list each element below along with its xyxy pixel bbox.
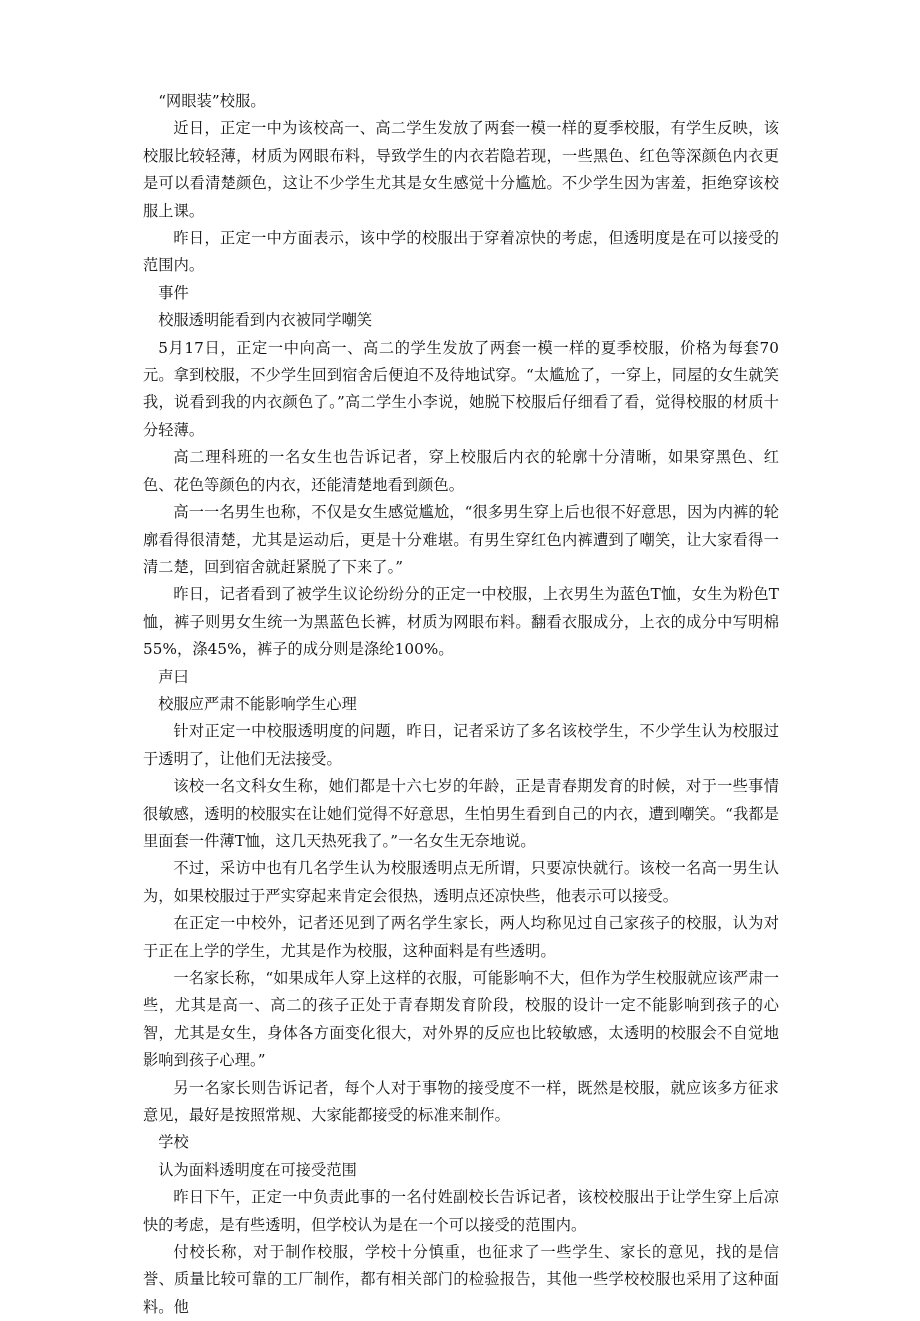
body-paragraph: 昨日，记者看到了被学生议论纷纷分的正定一中校服，上衣男生为蓝色T恤，女生为粉色T 恤，裤子则男女生统一为黑蓝色长裤，材质为网眼布料。翻看衣服成分，上衣的成分中写明棉55%，涤45%，裤子的成分则是涤纶100%。 [143, 585, 779, 659]
body-paragraph: 一名家长称，“如果成年人穿上这样的衣服，可能影响不大，但作为学生校服就应该严肃一些，尤其是高一、高二的孩子正处于青春期发育阶段，校服的设计一定不能影响到孩子的心智，尤其是女生，身体各方面变化很大，对外界的反应也比较敏感，太透明的校服会不自觉地影响到孩子心理。” [143, 969, 779, 1070]
body-paragraph: “网眼装”校服。 [158, 92, 266, 110]
body-paragraph: 该校一名文科女生称，她们都是十六七岁的年龄，正是青春期发育的时候，对于一些事情很敏感，透明的校服实在让她们觉得不好意思，生怕男生看到自己的内衣，遭到嘲笑。“我都是里面套一件薄T恤，这几天热死我了。”一名女生无奈地说。 [143, 777, 779, 850]
body-paragraph: 昨日下午，正定一中负责此事的一名付姓副校长告诉记者，该校校服出于让学生穿上后凉快的考虑，是有些透明，但学校认为是在一个可以接受的范围内。 [143, 1188, 779, 1234]
body-paragraph: 在正定一中校外，记者还见到了两名学生家长，两人均称见过自己家孩子的校服，认为对于正在上学的学生，尤其是作为校服，这种面料是有些透明。 [143, 914, 779, 960]
document-text-body [143, 88, 779, 1321]
section-label: 学校 [158, 1133, 189, 1152]
body-paragraph: 付校长称，对于制作校服，学校十分慎重，也征求了一些学生、家长的意见，找的是信誉、质量比较可靠的工厂制作，都有相关部门的检验报告，其他一些学校校服也采用了这种面料。他 [143, 1243, 779, 1316]
body-paragraph: 5月17日，正定一中向高一、高二的学生发放了两套一模一样的夏季校服，价格为每套70元。拿到校服，不少学生回到宿舍后便迫不及待地试穿。“太尴尬了，一穿上，同屋的女生就笑我，说看到我的内衣颜色了。”高二学生小李说，她脱下校服后仔细看了看，觉得校服的材质十分轻薄。 [143, 338, 779, 439]
section-label: 事件 [158, 283, 189, 302]
section-subheading: 校服应严肃不能影响学生心理 [158, 694, 357, 713]
body-paragraph: 高二理科班的一名女生也告诉记者，穿上校服后内衣的轮廓十分清晰，如果穿黑色、红色、花色等颜色的内衣，还能清楚地看到颜色。 [143, 448, 779, 494]
section-label: 声曰 [158, 667, 189, 686]
body-paragraph: 针对正定一中校服透明度的问题，昨日，记者采访了多名该校学生，不少学生认为校服过于透明了，让他们无法接受。 [143, 722, 779, 768]
body-paragraph: 近日，正定一中为该校高一、高二学生发放了两套一模一样的夏季校服，有学生反映，该校服比较轻薄，材质为网眼布料，导致学生的内衣若隐若现，一些黑色、红色等深颜色内衣更是可以看清楚颜色，这让不少学生尤其是女生感觉十分尴尬。不少学生因为害羞，拒绝穿该校服上课。 [143, 119, 779, 220]
section-subheading: 校服透明能看到内衣被同学嘲笑 [158, 311, 373, 330]
body-paragraph: 另一名家长则告诉记者，每个人对于事物的接受度不一样，既然是校服，就应该多方征求意见，最好是按照常规、大家能都接受的标准来制作。 [143, 1078, 779, 1125]
body-paragraph: 不过，采访中也有几名学生认为校服透明点无所谓，只要凉快就行。该校一名高一男生认为，如果校服过于严实穿起来肯定会很热，透明点还凉快些，他表示可以接受。 [143, 859, 779, 905]
body-paragraph: 昨日，正定一中方面表示，该中学的校服出于穿着凉快的考虑，但透明度是在可以接受的范围内。 [143, 229, 779, 275]
body-paragraph: 高一一名男生也称，不仅是女生感觉尴尬，“很多男生穿上后也很不好意思，因为内裤的轮廓看得很清楚，尤其是运动后，更是十分难堪。有男生穿红色内裤遭到了嘲笑，让大家看得一清二楚，回到宿舍就赶紧脱了下来了。” [143, 503, 779, 576]
section-subheading: 认为面料透明度在可接受范围 [158, 1160, 357, 1179]
